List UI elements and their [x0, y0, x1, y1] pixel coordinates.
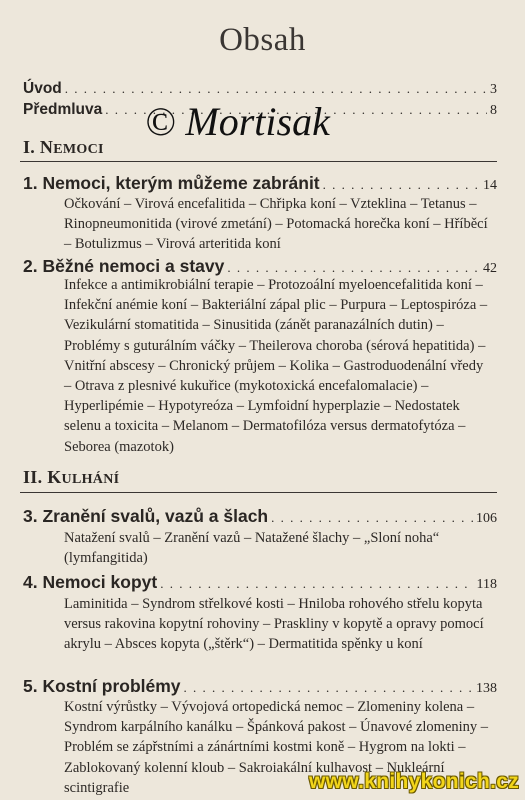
part-heading-kulhani: [23, 467, 119, 488]
leader-dots: [65, 81, 487, 97]
leader-dots: [323, 177, 480, 193]
toc-entry-page: 8: [490, 103, 497, 118]
toc-entry-uvod[interactable]: [23, 80, 497, 98]
chapter-contents: Laminitida – Syndrom střelkové kosti – Hniloba rohového střelu kopyta versus rakovina kopytní rohoviny – Praskliny v kopytě a opravy pomocí akrylu – Absces kopyta („štěrk“) – Dermatitida spěnky u koní: [64, 596, 484, 653]
copyright-watermark: © Mortisak: [145, 99, 330, 144]
chapter-page: 138: [476, 681, 497, 696]
chapter-contents: Očkování – Virová encefalitida – Chřipka koní – Vzteklina – Tetanus – Rinopneumonitida (virové zmetání) – Potomacká horečka koní – Hříběcí – Botulizmus – Virová arteritida koní: [64, 196, 488, 253]
chapter-contents: Kostní výrůstky – Vývojová ortopedická nemoc – Zlomeniny kolena – Syndrom karpálního kanálku – Špánková pakost – Únavové zlomeniny – Problém se zápřstními a zánártními kostmi koně – Hygrom na lokti – Zablokovaný kolenní kloub – Sakroiakální kulhavost – Nukleární scintigrafie: [64, 699, 489, 796]
toc-chapter-2[interactable]: [23, 256, 497, 277]
part-heading-nemoci: [23, 137, 104, 158]
part-title-initial: K: [47, 467, 62, 487]
chapter-title: 4. Nemoci kopyt: [23, 572, 158, 592]
toc-chapter-1[interactable]: [23, 173, 497, 194]
chapter-page: 118: [476, 577, 497, 592]
toc-chapter-3[interactable]: [23, 506, 497, 527]
toc-entry-label: Předmluva: [23, 101, 103, 118]
chapter-title: 1. Nemoci, kterým můžeme zabránit: [23, 173, 320, 193]
part-numeral: I.: [23, 137, 36, 157]
chapter-contents: Natažení svalů – Zranění vazů – Natažené šlachy – „Sloní noha“ (lymfangitida): [64, 530, 440, 567]
toc-chapter-5[interactable]: [23, 676, 497, 697]
page-title: Obsah: [219, 22, 306, 58]
leader-dots: [227, 260, 480, 276]
part-title-initial: N: [39, 137, 54, 157]
toc-chapter-4[interactable]: [23, 572, 497, 593]
part-title-rest: EMOCI: [53, 142, 104, 157]
leader-dots: [160, 576, 473, 592]
leader-dots: [271, 510, 473, 526]
chapter-title: 3. Zranění svalů, vazů a šlach: [23, 506, 269, 526]
chapter-page: 42: [483, 261, 497, 276]
part-divider: [20, 161, 497, 162]
toc-entry-label: Úvod: [23, 80, 62, 97]
chapter-title: 5. Kostní problémy: [23, 676, 181, 696]
part-title-rest: ULHÁNÍ: [61, 472, 120, 487]
chapter-contents: Infekce a antimikrobiální terapie – Protozoální myeloencefalitida koní – Infekční anémie koní – Bakteriální zápal plic – Purpura – Leptospiróza – Vezikulární stomatitida – Sinusitida (zánět paranazálních dutin) – Problémy s guturálním váčky – Theilerova choroba (sérová hepatitida) – Vnitřní abscesy – Chronický průjem – Kolika – Gastroduodenální vředy – Otrava z plesnivé kukuřice (mykotoxická encefalomalacie) – Hyperlipémie – Hypotyreóza – Lymfoidní hyperplazie – Nedostatek selenu a toxicita – Melanom – Dermatofilóza versus dermatofytóza – Seborea (mazotok): [64, 277, 488, 455]
chapter-page: 14: [483, 178, 497, 193]
part-divider: [20, 492, 497, 493]
toc-entry-page: 3: [490, 82, 497, 97]
leader-dots: [184, 680, 473, 696]
part-numeral: II.: [23, 467, 43, 487]
chapter-page: 106: [476, 511, 497, 526]
site-watermark: www.knihykonich.cz: [309, 770, 519, 793]
chapter-title: 2. Běžné nemoci a stavy: [23, 256, 225, 276]
